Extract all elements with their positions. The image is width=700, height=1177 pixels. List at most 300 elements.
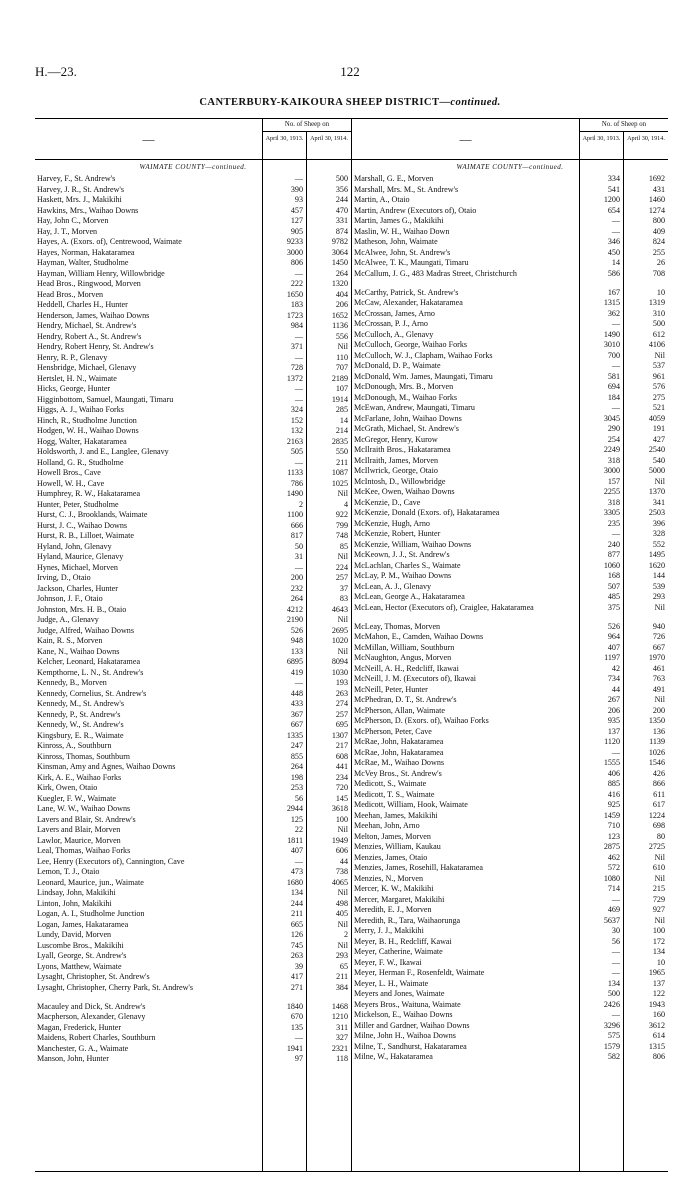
page-title-continued: continued. — [450, 97, 501, 108]
sheep-1913: 44 — [611, 684, 620, 694]
owner-name: Lysaght, Christopher, St. Andrew's — [37, 972, 150, 981]
table-row — [35, 657, 351, 668]
sheep-1913: — — [611, 747, 620, 757]
table-row — [35, 731, 351, 742]
owner-name: Meyer, Herman F., Rosenfeldt, Waimate — [354, 968, 485, 977]
owner-name: Hayman, William Henry, Willowbridge — [37, 268, 165, 278]
table-row — [35, 930, 351, 941]
year-1914-header: April 30, 1914. — [623, 132, 668, 159]
page-title: CANTERBURY-KAIKOURA SHEEP DISTRICT—continued. — [199, 97, 501, 108]
sheep-1913: 157 — [607, 476, 620, 486]
table-row — [352, 582, 668, 593]
owner-name: Merry, J. J., Makikihi — [354, 926, 424, 935]
year-1913-header: April 30, 1913. — [579, 132, 623, 159]
table-row — [35, 899, 351, 910]
sheep-1913: — — [611, 957, 620, 967]
table-row — [352, 195, 668, 206]
sheep-1913: 97 — [294, 1054, 303, 1063]
owner-name: McPherson, Allan, Waimate — [354, 705, 445, 715]
table-row — [352, 487, 668, 498]
sheep-1914: 144 — [652, 571, 665, 580]
sheep-1913: 263 — [290, 951, 303, 960]
table-row — [35, 1023, 351, 1034]
sheep-1913: 935 — [607, 716, 620, 725]
table-row — [35, 258, 351, 269]
sheep-1914: 110 — [336, 352, 348, 362]
sheep-1914: 285 — [335, 405, 348, 414]
sheep-1913: 206 — [607, 705, 620, 715]
owner-name: Henderson, James, Waihao Downs — [37, 310, 150, 320]
county-subheading: WAIMATE COUNTY—continued. — [456, 163, 564, 171]
table-row — [352, 372, 668, 383]
table-row — [352, 340, 668, 351]
sheep-1913: 264 — [290, 762, 303, 771]
table-row — [352, 748, 668, 759]
sheep-1913: 806 — [290, 258, 303, 267]
sheep-1913: 211 — [291, 909, 303, 918]
owner-name: Kennedy, W., St. Andrew's — [37, 720, 124, 729]
table-row — [35, 804, 351, 815]
sheep-1914: 44 — [339, 856, 348, 866]
right-half — [351, 119, 668, 1171]
table-row — [352, 519, 668, 530]
sheep-1914: 4065 — [331, 877, 348, 887]
sheep-1914: 211 — [336, 972, 348, 981]
table-row — [35, 531, 351, 542]
table-row — [352, 445, 668, 456]
sheep-1914: 961 — [652, 371, 665, 381]
sheep-1914: 1370 — [648, 487, 665, 496]
sheep-1914: 3618 — [331, 804, 348, 813]
sheep-1913: 1579 — [603, 1041, 620, 1051]
owner-name: Hay, J. T., Morven — [37, 226, 98, 236]
sheep-1914: 866 — [652, 779, 665, 788]
owner-name: Magan, Frederick, Hunter — [37, 1022, 122, 1032]
owner-name: McKee, Owen, Waihao Downs — [354, 487, 455, 496]
owner-name: Hodgen, W. H., Waihao Downs — [37, 426, 139, 435]
table-row — [35, 405, 351, 416]
table-row — [35, 762, 351, 773]
sheep-1913: 572 — [607, 863, 620, 872]
sheep-1913: 2249 — [603, 445, 620, 454]
sheep-1913: 817 — [290, 531, 303, 540]
sheep-1914: 263 — [335, 688, 348, 698]
sheep-1914: 1450 — [331, 258, 348, 267]
table-row — [35, 248, 351, 259]
table-row — [352, 298, 668, 309]
table-row — [35, 363, 351, 374]
owner-name: McNeill, A. H., Redcliff, Ikawai — [354, 663, 459, 673]
sheep-1913: 5637 — [603, 915, 620, 925]
owner-name: Lyall, George, St. Andrew's — [37, 951, 127, 960]
table-row — [352, 664, 668, 675]
sheep-1913: 346 — [607, 237, 620, 246]
owner-name: Meyers and Jones, Waimate — [354, 989, 445, 998]
owner-name: McNaughton, Angus, Morven — [354, 653, 452, 662]
owner-name: Logan, James, Hakataramea — [37, 919, 129, 929]
owner-name: Johnston, Mrs. H. B., Otaio — [37, 604, 127, 614]
owner-name: Macpherson, Alexander, Glenavy — [37, 1012, 146, 1021]
sheep-1914: 264 — [335, 268, 348, 278]
sheep-1914: 65 — [339, 961, 348, 971]
table-row — [35, 237, 351, 248]
sheep-1914: 695 — [335, 720, 348, 729]
sheep-1913: 505 — [290, 447, 303, 456]
sheep-1913: 507 — [607, 581, 620, 591]
sheep-1914: 1087 — [331, 468, 348, 477]
table-row — [352, 414, 668, 425]
owner-name: Head Bros., Morven — [37, 289, 104, 299]
sheep-1914: 214 — [335, 426, 348, 435]
sheep-1913: 1372 — [286, 373, 303, 383]
table-row — [35, 437, 351, 448]
sheep-1914: 1692 — [648, 174, 665, 183]
sheep-1914: 1965 — [648, 968, 665, 977]
sheep-1914: 1495 — [648, 550, 665, 559]
sheep-1914: Nil — [654, 695, 665, 704]
table-row — [35, 962, 351, 973]
table-row — [352, 863, 668, 874]
sheep-1913: — — [611, 947, 620, 956]
owner-name: McDonald, D. P., Waimate — [354, 361, 441, 370]
owner-name: Mercer, K. W., Makikihi — [354, 884, 434, 893]
owner-name: Lavers and Blair, St. Andrew's — [37, 814, 136, 824]
owner-name: McGrath, Michael, St. Andrew's — [354, 424, 459, 433]
owner-name: McRae, John, Hakataramea — [354, 737, 444, 746]
table-row — [35, 311, 351, 322]
table-row — [352, 508, 668, 519]
owner-name: Meyer, Catherine, Waimate — [354, 947, 443, 956]
table-row — [352, 1021, 668, 1032]
sheep-1914: 874 — [335, 226, 348, 236]
owner-name: Medicott, William, Hook, Waimate — [354, 800, 468, 809]
table-row — [35, 867, 351, 878]
sheep-1913: 367 — [290, 709, 303, 719]
table-row — [352, 895, 668, 906]
sheep-1913: 416 — [607, 789, 620, 799]
table-row — [35, 689, 351, 700]
owner-name: McCaw, Alexander, Hakataramea — [354, 298, 463, 307]
table-row — [352, 916, 668, 927]
sheep-1913: 3296 — [603, 1020, 620, 1030]
year-1914-header: April 30, 1914. — [306, 132, 351, 159]
table-row — [35, 983, 351, 1002]
sheep-1913: 1335 — [286, 730, 303, 740]
table-row — [35, 783, 351, 794]
sheep-1914: 461 — [652, 663, 665, 673]
sheep-1914: 1020 — [331, 636, 348, 645]
table-row — [352, 456, 668, 467]
owner-name: McCrossan, James, Arno — [354, 308, 435, 318]
owner-name: Meredith, R., Tara, Waihaorunga — [354, 915, 461, 925]
sheep-1914: 274 — [335, 699, 348, 708]
sheep-1914: 707 — [335, 363, 348, 372]
owner-name: Hendry, Robert Henry, St. Andrew's — [37, 342, 154, 351]
sheep-1913: — — [294, 352, 303, 362]
sheep-1913: 855 — [290, 751, 303, 761]
table-row — [352, 905, 668, 916]
owner-name: Medicott, T. S., Waimate — [354, 789, 435, 799]
sheep-1914: 80 — [656, 831, 665, 841]
sheep-1914: 698 — [652, 821, 665, 830]
sheep-1914: 1136 — [332, 321, 348, 330]
table-row — [35, 332, 351, 343]
owner-name: McAlwee, T. K., Maungati, Timaru — [354, 258, 469, 267]
owner-name: Howell Bros., Cave — [37, 468, 101, 477]
sheep-1914: 2503 — [648, 508, 665, 517]
table-row — [352, 216, 668, 227]
sheep-1913: 30 — [611, 926, 620, 935]
sheep-1914: 552 — [652, 539, 665, 549]
sheep-1914: 537 — [652, 361, 665, 370]
sheep-1913: 375 — [607, 602, 620, 612]
table-row — [35, 972, 351, 983]
sheep-1914: 4643 — [331, 604, 348, 614]
sheep-1914: 396 — [652, 518, 665, 528]
left-half — [35, 119, 351, 1171]
sheep-1914: 83 — [339, 594, 348, 603]
table-row — [35, 752, 351, 763]
owner-name: Kinross, A., Southburn — [37, 741, 112, 750]
owner-name: Meehan, John, Arno — [354, 821, 420, 830]
sheep-1914: 137 — [652, 978, 665, 988]
owner-name: Menzies, James, Otaio — [354, 852, 428, 862]
table-row — [35, 510, 351, 521]
sheep-1913: 254 — [607, 434, 620, 444]
sheep-1913: 390 — [290, 184, 303, 194]
table-row — [35, 794, 351, 805]
owner-name: Menzies, N., Morven — [354, 873, 424, 883]
table-row — [352, 206, 668, 217]
sheep-1913: 407 — [290, 846, 303, 855]
sheep-1913: 167 — [607, 287, 620, 297]
sheep-1913: 2426 — [603, 999, 620, 1009]
sheep-1914: 404 — [335, 289, 348, 299]
owner-name: Kennedy, P., St. Andrew's — [37, 709, 121, 719]
sheep-1913: 1100 — [287, 510, 303, 519]
table-row — [352, 811, 668, 822]
owner-name: Kirk, A. E., Waihao Forks — [37, 772, 122, 782]
owner-name: McMillan, William, Southburn — [354, 642, 455, 652]
owner-name: Hunter, Peter, Studholme — [37, 499, 119, 509]
sheep-1914: 1943 — [648, 999, 665, 1009]
sheep-1914: 310 — [652, 308, 665, 318]
sheep-1914: 426 — [652, 768, 665, 778]
sheep-1914: 100 — [652, 926, 665, 935]
table-row — [35, 521, 351, 532]
table-row — [352, 779, 668, 790]
owner-name: McRae, John, Hakataramea — [354, 747, 444, 757]
sheep-1913: 1060 — [603, 560, 620, 570]
table-row — [352, 979, 668, 990]
table-row — [35, 342, 351, 353]
sheep-1914: 606 — [335, 846, 348, 855]
sheep-1914: 244 — [335, 195, 348, 204]
sheep-1914: Nil — [654, 350, 665, 360]
sheep-1913: 324 — [290, 405, 303, 414]
sheep-1913: 1490 — [603, 329, 620, 339]
owner-name: Milne, W., Hakataramea — [354, 1052, 433, 1061]
sheep-1913: 3010 — [603, 340, 620, 349]
sheep-1914: 255 — [652, 247, 665, 257]
owner-name: Henry, R. P., Glenavy — [37, 352, 108, 362]
sheep-1914: 193 — [335, 678, 348, 687]
owner-name: Hurst, C. J., Brooklands, Waimate — [37, 510, 148, 519]
sheep-count-header: No. of Sheep on — [262, 119, 351, 132]
sheep-1913: 665 — [290, 919, 303, 929]
table-row — [352, 884, 668, 895]
sheep-1914: 806 — [652, 1052, 665, 1061]
sheep-1914: 491 — [652, 684, 665, 694]
sheep-1913: 271 — [290, 982, 303, 992]
table-row — [352, 571, 668, 582]
sheep-1913: 1315 — [603, 298, 620, 307]
table-row — [35, 773, 351, 784]
sheep-1914: 328 — [652, 529, 665, 538]
owner-name: McCulloch, A., Glenavy — [354, 329, 434, 339]
sheep-1913: 885 — [607, 779, 620, 788]
table-row — [352, 695, 668, 706]
owner-name: Hensbridge, Michael, Glenavy — [37, 363, 137, 372]
sheep-1914: 10 — [656, 957, 665, 967]
table-row — [352, 435, 668, 446]
sheep-1913: 123 — [607, 831, 620, 841]
owner-name: McEwan, Andrew, Maungati, Timaru — [354, 403, 475, 412]
sheep-1913: — — [294, 268, 303, 278]
table-row — [35, 636, 351, 647]
table-row — [352, 769, 668, 780]
table-row — [35, 920, 351, 931]
owner-name: Hinch, R., Studholme Junction — [37, 415, 137, 425]
owner-name: Hynes, Michael, Morven — [37, 562, 118, 572]
table-row — [352, 424, 668, 435]
sheep-1913: 126 — [290, 930, 303, 939]
owner-name: Lavers and Blair, Morven — [37, 825, 121, 834]
sheep-1914: 384 — [335, 982, 348, 992]
sheep-1913: 541 — [607, 184, 620, 194]
sheep-1913: 526 — [290, 625, 303, 635]
sheep-1914: 327 — [335, 1033, 348, 1042]
table-row — [352, 248, 668, 259]
table-row — [35, 741, 351, 752]
table-row — [352, 716, 668, 727]
table-row — [35, 710, 351, 721]
owner-name: Manchester, G. A., Waimate — [37, 1043, 129, 1053]
sheep-1913: — — [611, 319, 620, 328]
owner-name: Lemon, T. J., Otaio — [37, 867, 100, 876]
table-row — [35, 185, 351, 196]
sheep-1914: Nil — [654, 873, 665, 883]
sheep-1914: 14 — [339, 415, 348, 425]
sheep-1913: 267 — [607, 695, 620, 704]
sheep-1913: 2944 — [286, 804, 303, 813]
owner-name: Hurst, R. B., Lilloet, Waimate — [37, 531, 134, 540]
table-row — [352, 319, 668, 330]
sheep-1914: Nil — [337, 342, 348, 351]
sheep-1913: 462 — [607, 852, 620, 862]
table-row — [352, 498, 668, 509]
table-row — [352, 330, 668, 341]
table-row — [35, 573, 351, 584]
sheep-1914: Nil — [337, 825, 348, 834]
sheep-1913: 39 — [294, 961, 303, 971]
table-row — [35, 458, 351, 469]
sheep-1913: 50 — [294, 541, 303, 551]
sheep-1914: 37 — [339, 583, 348, 593]
owner-name: McLean, Hector (Executors of), Craiglee, Hakataramea — [354, 602, 534, 612]
sheep-1913: — — [294, 174, 303, 183]
sheep-1914: 2695 — [331, 625, 348, 635]
sheep-1913: 9233 — [286, 237, 303, 246]
owner-name: Kingsbury, E. R., Waimate — [37, 730, 124, 740]
column-header — [352, 119, 668, 160]
table-row — [35, 1044, 351, 1055]
table-row — [35, 1054, 351, 1065]
sheep-1913: 3045 — [603, 413, 620, 423]
owner-name: McAlwee, John, St. Andrew's — [354, 247, 451, 257]
sheep-1914: 118 — [336, 1054, 348, 1063]
sheep-1913: 22 — [294, 825, 303, 834]
sheep-1913: — — [611, 968, 620, 977]
sheep-1913: 2875 — [603, 842, 620, 851]
sheep-1914: Nil — [337, 888, 348, 897]
table-row — [35, 384, 351, 395]
sheep-1914: 200 — [652, 705, 665, 715]
owner-name: Menzies, William, Kaukau — [354, 842, 441, 851]
sheep-1914: 441 — [335, 762, 348, 771]
table-row — [35, 206, 351, 217]
sheep-1914: 4106 — [648, 340, 665, 349]
owner-name: Maidens, Robert Charles, Southburn — [37, 1033, 156, 1042]
owner-name: McCulloch, W. J., Clapham, Waihao Forks — [354, 350, 493, 360]
owner-name: Hyland, John, Glenavy — [37, 541, 112, 551]
sheep-1913: 457 — [290, 205, 303, 215]
owner-name: Kennedy, B., Morven — [37, 678, 107, 687]
sheep-1914: 720 — [335, 783, 348, 792]
table-row — [35, 888, 351, 899]
sheep-1914: 427 — [652, 434, 665, 444]
sheep-1914: 1315 — [648, 1041, 665, 1051]
sheep-1914: 667 — [652, 642, 665, 652]
owner-name: Haskett, Mrs. J., Makikihi — [37, 195, 122, 204]
table-row — [352, 403, 668, 414]
owner-name: Kennedy, Cornelius, St. Andrew's — [37, 688, 147, 698]
sheep-1913: 183 — [290, 300, 303, 309]
sheep-1913: 905 — [290, 226, 303, 236]
sheep-1914: 257 — [335, 573, 348, 582]
owner-name: Macauley and Dick, St. Andrew's — [37, 1001, 146, 1011]
sheep-1913: 1840 — [286, 1001, 303, 1011]
table-row — [35, 552, 351, 563]
sheep-1913: 581 — [607, 371, 620, 381]
owner-name: Lindsay, John, Makikihi — [37, 888, 116, 897]
sheep-1913: — — [611, 361, 620, 370]
table-row — [352, 288, 668, 299]
sheep-1914: 3064 — [331, 247, 348, 257]
owner-name: Miller and Gardner, Waihao Downs — [354, 1020, 470, 1030]
table-row — [352, 800, 668, 811]
sheep-1914: 275 — [652, 392, 665, 402]
sheep-1913: 6895 — [286, 657, 303, 666]
owner-name: McLean, A. J., Glenavy — [354, 581, 432, 591]
table-row — [352, 874, 668, 885]
sheep-1913: 3305 — [603, 508, 620, 517]
owner-name: McIlwrick, George, Otaio — [354, 466, 438, 475]
sheep-1914: 172 — [652, 936, 665, 946]
owner-name: McVey Bros., St. Andrew's — [354, 768, 442, 778]
owner-name: Kinsman, Amy and Agnes, Waihao Downs — [37, 762, 176, 771]
owner-name: McDonough, Mrs. B., Morven — [354, 382, 454, 391]
